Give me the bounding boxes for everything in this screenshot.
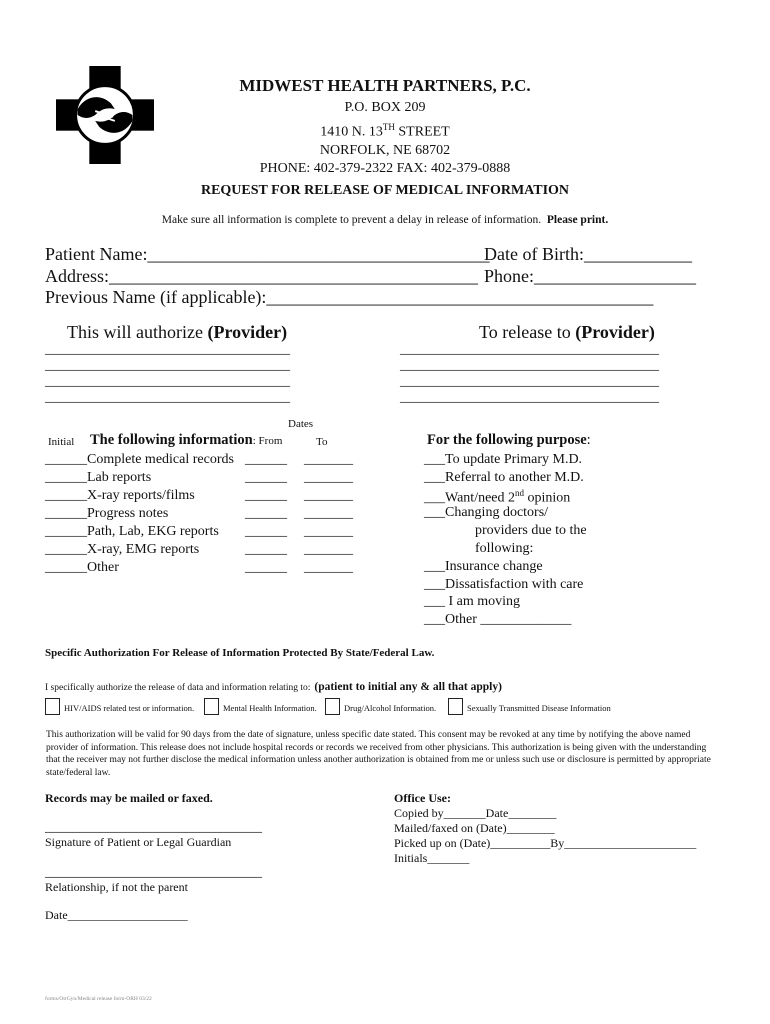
release-provider-line[interactable]: _____________________________________	[400, 390, 659, 405]
purpose-item	[475, 541, 533, 557]
from-date-field[interactable]: ______	[245, 452, 287, 467]
po-box: P.O. BOX 209	[344, 100, 426, 115]
city-state-zip: NORFOLK, NE 68702	[319, 142, 451, 158]
hiv-label: HIV/AIDS related test or information.	[64, 703, 195, 713]
release-provider-label	[479, 322, 655, 343]
patient-name-field[interactable]: Patient Name:______________________________________	[45, 244, 490, 264]
purpose-item[interactable]	[424, 452, 582, 468]
hiv-checkbox[interactable]	[45, 698, 60, 715]
street-suffix: TH	[382, 121, 395, 132]
from-date-field[interactable]: ______	[245, 542, 287, 557]
instruction-please-print: Please print.	[546, 214, 609, 226]
to-date-field[interactable]: _______	[304, 488, 353, 503]
signature-line[interactable]: _______________________________	[45, 820, 262, 835]
purpose-item-text: ___Insurance change	[424, 558, 543, 574]
office-use-heading: Office Use:	[394, 791, 451, 805]
authorize-provider-label	[67, 322, 287, 343]
form-title: REQUEST FOR RELEASE OF MEDICAL INFORMATION	[200, 183, 570, 198]
company-name: MIDWEST HEALTH PARTNERS, P.C.	[239, 76, 531, 95]
authorize-provider-bold: (Provider)	[207, 322, 288, 342]
purpose-item[interactable]	[424, 470, 584, 486]
from-date-field[interactable]: ______	[245, 506, 287, 521]
option-hiv[interactable]	[45, 698, 194, 715]
mental-health-label: Mental Health Information.	[223, 703, 317, 713]
authorize-provider-line[interactable]: ___________________________________	[45, 374, 290, 389]
purpose-item-text: ___Dissatisfaction with care	[424, 576, 584, 592]
to-date-field[interactable]: _______	[304, 506, 353, 521]
mental-health-checkbox[interactable]	[204, 698, 219, 715]
clinic-logo	[56, 66, 154, 164]
to-date-field[interactable]: _______	[304, 542, 353, 557]
phone-field[interactable]: Phone:__________________	[484, 266, 697, 286]
release-provider-bold: (Provider)	[575, 322, 655, 342]
from-date-field[interactable]: ______	[245, 470, 287, 485]
purpose-item-text: ___ I am moving	[424, 594, 521, 610]
date-field[interactable]: Date____________________	[45, 908, 188, 922]
purpose-item[interactable]	[424, 559, 543, 575]
information-item-label: ______Lab reports	[45, 470, 152, 485]
authorize-prefix: This will authorize	[67, 322, 208, 342]
opinion-text: opinion	[524, 490, 571, 506]
option-drug-alcohol[interactable]	[325, 698, 436, 715]
to-date-field[interactable]: _______	[304, 452, 353, 467]
release-prefix: To release to	[479, 322, 576, 342]
specific-authorize-line	[45, 677, 502, 695]
information-item-label: ______Progress notes	[45, 506, 169, 521]
information-item-label: ______X-ray reports/films	[45, 488, 195, 503]
purpose-item	[475, 523, 587, 539]
purpose-item[interactable]	[424, 505, 548, 521]
to-date-field[interactable]: _______	[304, 560, 353, 575]
mailed-on-field[interactable]: Mailed/faxed on (Date)________	[394, 821, 555, 835]
date-of-birth-field[interactable]: Date of Birth:____________	[484, 244, 692, 264]
std-label: Sexually Transmitted Disease Information	[467, 703, 611, 713]
from-date-field[interactable]: ______	[245, 560, 287, 575]
purpose-item[interactable]	[424, 594, 520, 610]
records-mailed-note: Records may be mailed or faxed.	[45, 791, 213, 805]
copied-by-field[interactable]: Copied by_______Date________	[394, 806, 557, 820]
purpose-heading-text: For the following purpose	[427, 432, 587, 448]
instruction-text: Make sure all information is complete to prevent a delay in release of information.	[161, 214, 542, 226]
ordinal-suffix: nd	[515, 487, 525, 498]
footer-note: forms/OtrGyn/Medical release form-ORH 03/22	[45, 996, 152, 1002]
street-address	[160, 118, 610, 142]
phone-fax: PHONE: 402-379-2322 FAX: 402-379-0888	[259, 161, 511, 177]
to-date-field[interactable]: _______	[304, 470, 353, 485]
initials-field[interactable]: Initials_______	[394, 851, 470, 865]
picked-up-field[interactable]: Picked up on (Date)__________By______________________	[394, 836, 697, 850]
information-item-label: ______X-ray, EMG reports	[45, 542, 200, 557]
information-item-label: ______Complete medical records	[45, 452, 234, 467]
information-heading-text: The following information	[90, 432, 253, 448]
specific-authorization-heading: Specific Authorization For Release of Information Protected By State/Federal Law.	[45, 647, 435, 659]
authorization-paragraph: This authorization will be valid for 90 days from the date of signature, unless specific date stated. This consent may be revoked at any time by notifying the above named provider of information. This release does not include hospital records or records we received from other physicians. This authorization is being given with the understanding that the receiver may not further disclose the medical information unless another authorization is obtained from me or unless such use or disclosure is permitted by appropriate state/federal law.	[46, 730, 711, 778]
authorize-provider-line[interactable]: ___________________________________	[45, 390, 290, 405]
purpose-item[interactable]	[424, 488, 570, 507]
authorize-provider-line[interactable]: ___________________________________	[45, 358, 290, 373]
purpose-item-text: ___Want/need 2	[424, 490, 516, 506]
initial-label: Initial	[48, 436, 75, 448]
information-heading	[90, 432, 282, 449]
relationship-label: Relationship, if not the parent	[45, 880, 188, 894]
from-label: : From	[252, 435, 283, 447]
purpose-item-text: ___Referral to another M.D.	[424, 469, 584, 485]
signature-label: Signature of Patient or Legal Guardian	[45, 835, 232, 849]
release-provider-line[interactable]: _____________________________________	[400, 374, 659, 389]
to-label: To	[316, 436, 328, 448]
to-date-field[interactable]: _______	[304, 524, 353, 539]
from-date-field[interactable]: ______	[245, 488, 287, 503]
authorize-text: I specifically authorize the release of data and information relating to:	[45, 683, 311, 693]
form-instruction	[0, 214, 770, 226]
purpose-item-text: providers due to the	[475, 523, 587, 539]
previous-name-field[interactable]: Previous Name (if applicable):___________________________________________	[45, 287, 654, 307]
release-provider-line[interactable]: _____________________________________	[400, 358, 659, 373]
purpose-heading-colon: :	[586, 432, 591, 448]
purpose-item[interactable]	[424, 577, 583, 593]
information-item-label: ______Other	[45, 560, 119, 575]
purpose-item-text: following:	[475, 541, 534, 556]
drug-alcohol-label: Drug/Alcohol Information.	[344, 703, 437, 713]
option-std[interactable]	[448, 698, 611, 715]
authorize-provider-line[interactable]: ___________________________________	[45, 342, 290, 357]
authorize-instruction: (patient to initial any & all that apply)	[314, 681, 502, 693]
std-checkbox[interactable]	[448, 698, 463, 715]
drug-alcohol-checkbox[interactable]	[325, 698, 340, 715]
relationship-line[interactable]: _______________________________	[45, 865, 262, 880]
release-provider-line[interactable]: _____________________________________	[400, 342, 659, 357]
dates-label: Dates	[288, 418, 314, 430]
information-item-label: ______Path, Lab, EKG reports	[45, 524, 219, 539]
purpose-heading	[427, 432, 591, 449]
option-mental-health[interactable]	[204, 698, 317, 715]
from-date-field[interactable]: ______	[245, 524, 287, 539]
purpose-item-text: ___Changing doctors/	[424, 505, 549, 521]
purpose-item-text: ___Other _____________	[424, 612, 572, 628]
purpose-item-text: ___To update Primary M.D.	[424, 452, 583, 467]
street-number: 1410 N. 13	[320, 124, 383, 140]
purpose-item[interactable]	[424, 612, 571, 628]
address-field[interactable]: Address:_________________________________________	[45, 266, 478, 286]
street-name: STREET	[394, 124, 450, 140]
